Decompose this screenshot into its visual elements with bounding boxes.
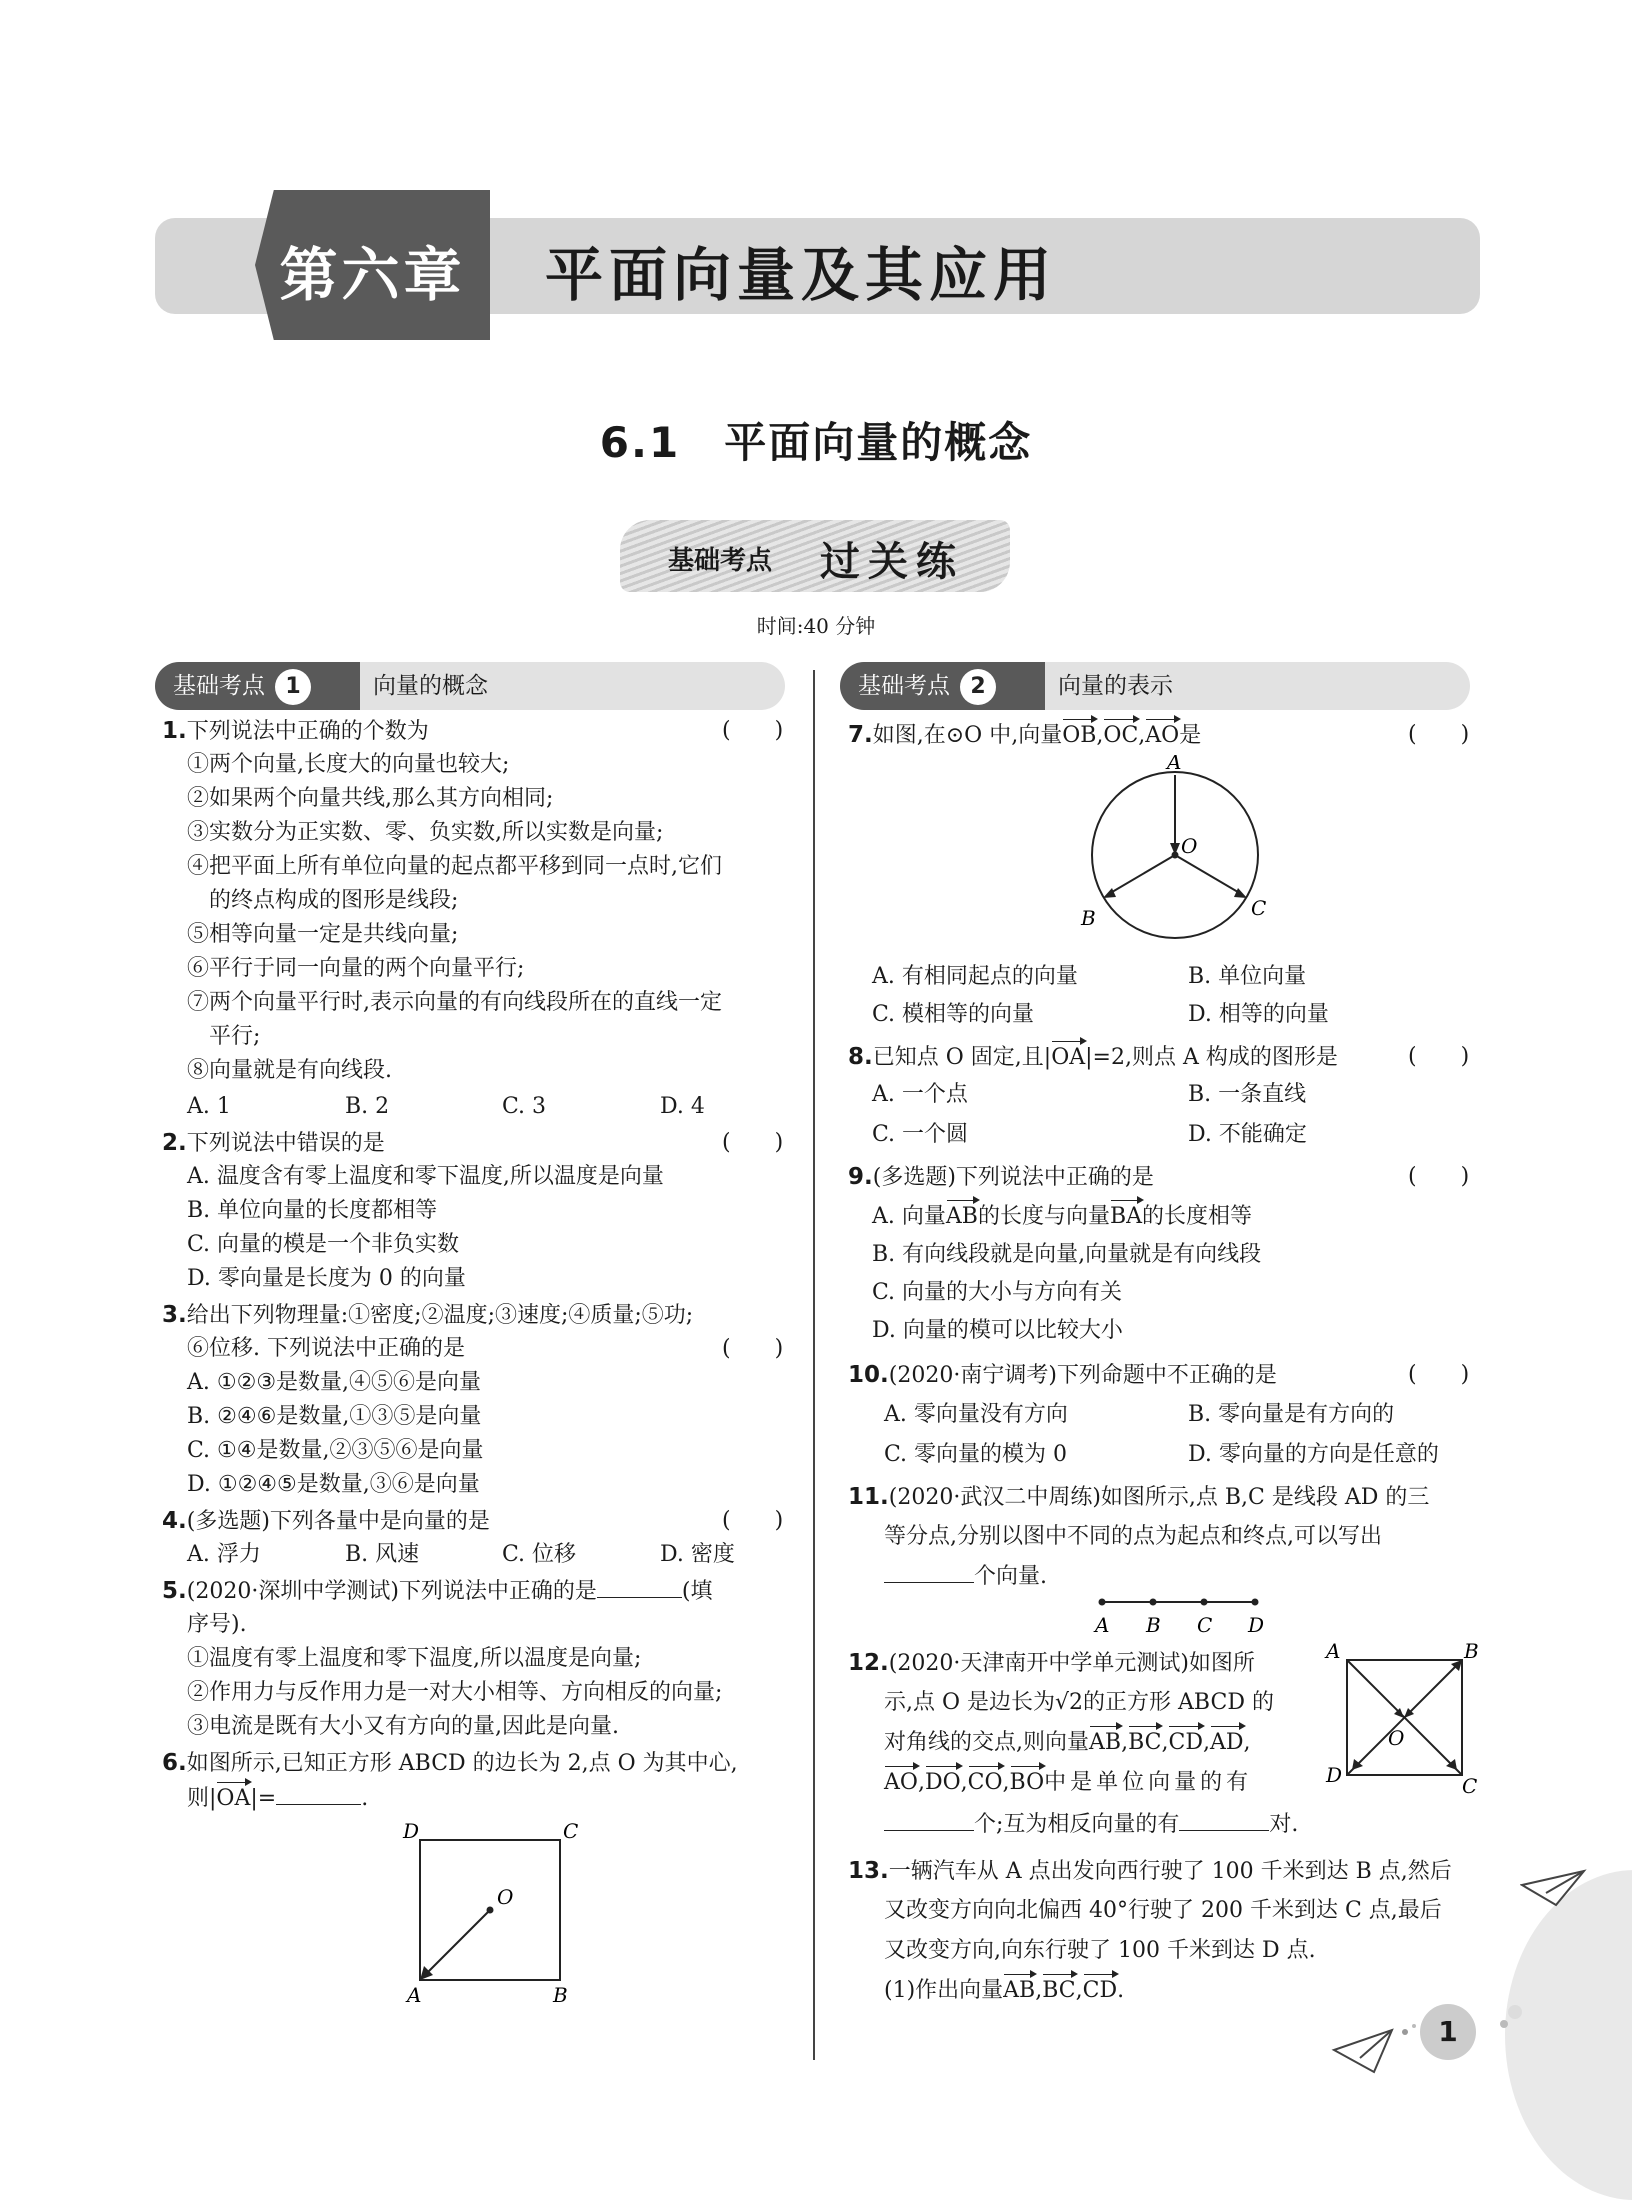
- chapter-title: 平面向量及其应用: [545, 241, 1058, 309]
- label-A: A: [407, 1983, 422, 2007]
- practice-badge: [620, 520, 1010, 600]
- q9-paren: ( ): [1408, 1164, 1470, 1189]
- section-header-2: [840, 662, 1470, 710]
- q13-stem: 13.一辆汽车从 A 点出发向西行驶了 100 千米到达 B 点,然后: [848, 1858, 1452, 1884]
- q10-option: C. 零向量的模为 0: [884, 1442, 1068, 1467]
- q9-option: A. 向量AB的长度与向量BA的长度相等: [872, 1202, 1252, 1232]
- label-O: O: [1181, 834, 1198, 858]
- label-C: C: [563, 1819, 579, 1843]
- q1-item: ⑥平行于同一向量的两个向量平行;: [187, 956, 525, 981]
- q1-item: ③实数分为正实数、零、负实数,所以实数是向量;: [187, 820, 664, 845]
- q1-item: ④把平面上所有单位向量的起点都平移到同一点时,它们: [187, 854, 722, 879]
- q9-option: C. 向量的大小与方向有关: [872, 1280, 1123, 1305]
- page-number: 1: [1420, 2004, 1476, 2060]
- q7-option: A. 有相同起点的向量: [872, 964, 1078, 989]
- section-header-1-tag: [155, 662, 360, 710]
- label-D: D: [1248, 1613, 1265, 1637]
- q1-item: 的终点构成的图形是线段;: [187, 888, 459, 913]
- q8-option: B. 一条直线: [1188, 1082, 1307, 1107]
- q2-option: A. 温度含有零上温度和零下温度,所以温度是向量: [187, 1164, 664, 1189]
- q11-stem-2: 等分点,分别以图中不同的点为起点和终点,可以写出: [884, 1524, 1382, 1549]
- q2-option: D. 零向量是长度为 0 的向量: [187, 1266, 466, 1291]
- q2-stem: 2.下列说法中错误的是: [162, 1130, 385, 1156]
- q5-item: ③电流是既有大小又有方向的量,因此是向量.: [187, 1714, 619, 1739]
- q10-stem: 10.(2020·南宁调考)下列命题中不正确的是: [848, 1362, 1277, 1388]
- column-divider: [813, 670, 815, 2060]
- label-C: C: [1251, 896, 1267, 920]
- q4-stem: 4.(多选题)下列各量中是向量的是: [162, 1508, 490, 1534]
- q1-option: C. 3: [502, 1094, 547, 1119]
- label-O: O: [1388, 1726, 1405, 1750]
- section-header-2-title: 向量的表示: [1058, 673, 1173, 699]
- label-B: B: [1146, 1613, 1161, 1637]
- section-header-2-label: 基础考点: [858, 673, 950, 699]
- q1-item: ⑤相等向量一定是共线向量;: [187, 922, 459, 947]
- q1-option: D. 4: [660, 1094, 705, 1119]
- chapter-label: 第六章: [279, 241, 466, 309]
- q1-option: B. 2: [345, 1094, 390, 1119]
- q8-option: C. 一个圆: [872, 1122, 969, 1147]
- section-header-1-label: 基础考点: [173, 673, 265, 699]
- decor-dot: [1500, 2020, 1508, 2028]
- q3-option: D. ①②④⑤是数量,③⑥是向量: [187, 1472, 480, 1497]
- section-header-2-tag: [840, 662, 1045, 710]
- q13-stem-2: 又改变方向向北偏西 40°行驶了 200 千米到达 C 点,最后: [884, 1898, 1442, 1923]
- q7-option: C. 模相等的向量: [872, 1002, 1035, 1027]
- q3-paren: ( ): [722, 1336, 784, 1361]
- q1-stem: 1.下列说法中正确的个数为: [162, 718, 429, 744]
- q13-stem-3: 又改变方向,向东行驶了 100 千米到达 D 点.: [884, 1938, 1316, 1963]
- section-header-1-title: 向量的概念: [373, 673, 488, 699]
- paper-plane-icon: [1330, 2020, 1420, 2080]
- q13-subq: (1)作出向量AB,BC,CD.: [884, 1976, 1124, 2006]
- q2-option: C. 向量的模是一个非负实数: [187, 1232, 460, 1257]
- q4-option: A. 浮力: [187, 1542, 261, 1567]
- q3-stem: 3.给出下列物理量:①密度;②温度;③速度;④质量;⑤功;: [162, 1302, 694, 1328]
- label-O: O: [497, 1885, 514, 1909]
- q7-option: D. 相等的向量: [1188, 1002, 1329, 1027]
- q1-item: ⑧向量就是有向线段.: [187, 1058, 392, 1083]
- q1-item: ⑦两个向量平行时,表示向量的有向线段所在的直线一定: [187, 990, 722, 1015]
- q9-option: D. 向量的模可以比较大小: [872, 1318, 1123, 1343]
- section-header-1: [155, 662, 785, 710]
- label-B: B: [1081, 906, 1096, 930]
- label-B: B: [1464, 1640, 1479, 1663]
- corner-decoration: [1505, 1870, 1632, 2200]
- q8-stem: 8.已知点 O 固定,且|OA|=2,则点 A 构成的图形是: [848, 1042, 1338, 1073]
- diag-square-figure: [1322, 1640, 1482, 1795]
- label-A: A: [1326, 1640, 1341, 1663]
- q1-option: A. 1: [187, 1094, 231, 1119]
- q3-option: A. ①②③是数量,④⑤⑥是向量: [187, 1370, 482, 1395]
- q2-paren: ( ): [722, 1130, 784, 1155]
- label-B: B: [553, 1983, 568, 2007]
- q4-option: D. 密度: [660, 1542, 735, 1567]
- decor-dot: [1508, 2005, 1522, 2019]
- q8-option: D. 不能确定: [1188, 1122, 1307, 1147]
- q3-option: C. ①④是数量,②③⑤⑥是向量: [187, 1438, 484, 1463]
- q3-option: B. ②④⑥是数量,①③⑤是向量: [187, 1404, 482, 1429]
- circle-figure: [1075, 755, 1275, 945]
- q6-stem-2: 则|OA|= .: [187, 1784, 368, 1814]
- q1-paren: ( ): [722, 718, 784, 743]
- square-figure: [395, 1818, 595, 2008]
- q6-stem: 6.如图所示,已知正方形 ABCD 的边长为 2,点 O 为其中心,: [162, 1750, 738, 1776]
- q12-stem-2: 示,点 O 是边长为√2的正方形 ABCD 的: [884, 1690, 1274, 1715]
- section-title: 6.1 平面向量的概念: [599, 418, 1033, 467]
- section-header-1-num: 1: [275, 669, 311, 705]
- q12-stem-3: 对角线的交点,则向量AB,BC,CD,AD,: [884, 1728, 1251, 1758]
- q4-paren: ( ): [722, 1508, 784, 1533]
- label-D: D: [403, 1819, 420, 1843]
- q5-item: ②作用力与反作用力是一对大小相等、方向相反的向量;: [187, 1680, 723, 1705]
- q11-stem-3: 个向量.: [884, 1562, 1047, 1592]
- q4-option: B. 风速: [345, 1542, 420, 1567]
- q7-option: B. 单位向量: [1188, 964, 1307, 989]
- q2-option: B. 单位向量的长度都相等: [187, 1198, 438, 1223]
- segment-figure: [1090, 1590, 1270, 1640]
- q1-item: 平行;: [187, 1024, 261, 1049]
- q10-option: D. 零向量的方向是任意的: [1188, 1442, 1439, 1467]
- q5-stem-2: 序号).: [187, 1612, 247, 1637]
- q9-option: B. 有向线段就是向量,向量就是有向线段: [872, 1242, 1262, 1267]
- label-C: C: [1462, 1774, 1478, 1795]
- q5-item: ①温度有零上温度和零下温度,所以温度是向量;: [187, 1646, 642, 1671]
- q4-option: C. 位移: [502, 1542, 577, 1567]
- badge-label: 基础考点: [668, 546, 773, 576]
- q10-paren: ( ): [1408, 1362, 1470, 1387]
- q1-item: ②如果两个向量共线,那么其方向相同;: [187, 786, 554, 811]
- q3-stem-2: ⑥位移. 下列说法中正确的是: [187, 1336, 465, 1361]
- q8-option: A. 一个点: [872, 1082, 968, 1107]
- q11-stem: 11.(2020·武汉二中周练)如图所示,点 B,C 是线段 AD 的三: [848, 1484, 1430, 1510]
- q10-option: A. 零向量没有方向: [884, 1402, 1068, 1427]
- q7-stem: 7.如图,在⊙O 中,向量OB,OC,AO是: [848, 720, 1201, 751]
- q7-paren: ( ): [1408, 722, 1470, 747]
- time-limit: 时间:40 分钟: [756, 614, 876, 638]
- q12-stem: 12.(2020·天津南开中学单元测试)如图所: [848, 1650, 1255, 1676]
- q12-stem-4: AO,DO,CO,BO中是单位向量的有: [884, 1768, 1252, 1798]
- q12-stem-5: 个;互为相反向量的有 对.: [884, 1810, 1298, 1840]
- q5-stem: 5.(2020·深圳中学测试)下列说法中正确的是 (填: [162, 1578, 713, 1604]
- label-A: A: [1167, 755, 1182, 774]
- section-header-2-num: 2: [960, 669, 996, 705]
- q8-paren: ( ): [1408, 1044, 1470, 1069]
- q10-option: B. 零向量是有方向的: [1188, 1402, 1395, 1427]
- paper-plane-icon: [1520, 1865, 1590, 1915]
- q1-item: ①两个向量,长度大的向量也较大;: [187, 752, 510, 777]
- label-D: D: [1326, 1763, 1343, 1787]
- badge-title: 过关练: [820, 538, 964, 585]
- label-C: C: [1197, 1613, 1213, 1637]
- q9-stem: 9.(多选题)下列说法中正确的是: [848, 1164, 1154, 1190]
- label-A: A: [1095, 1613, 1110, 1637]
